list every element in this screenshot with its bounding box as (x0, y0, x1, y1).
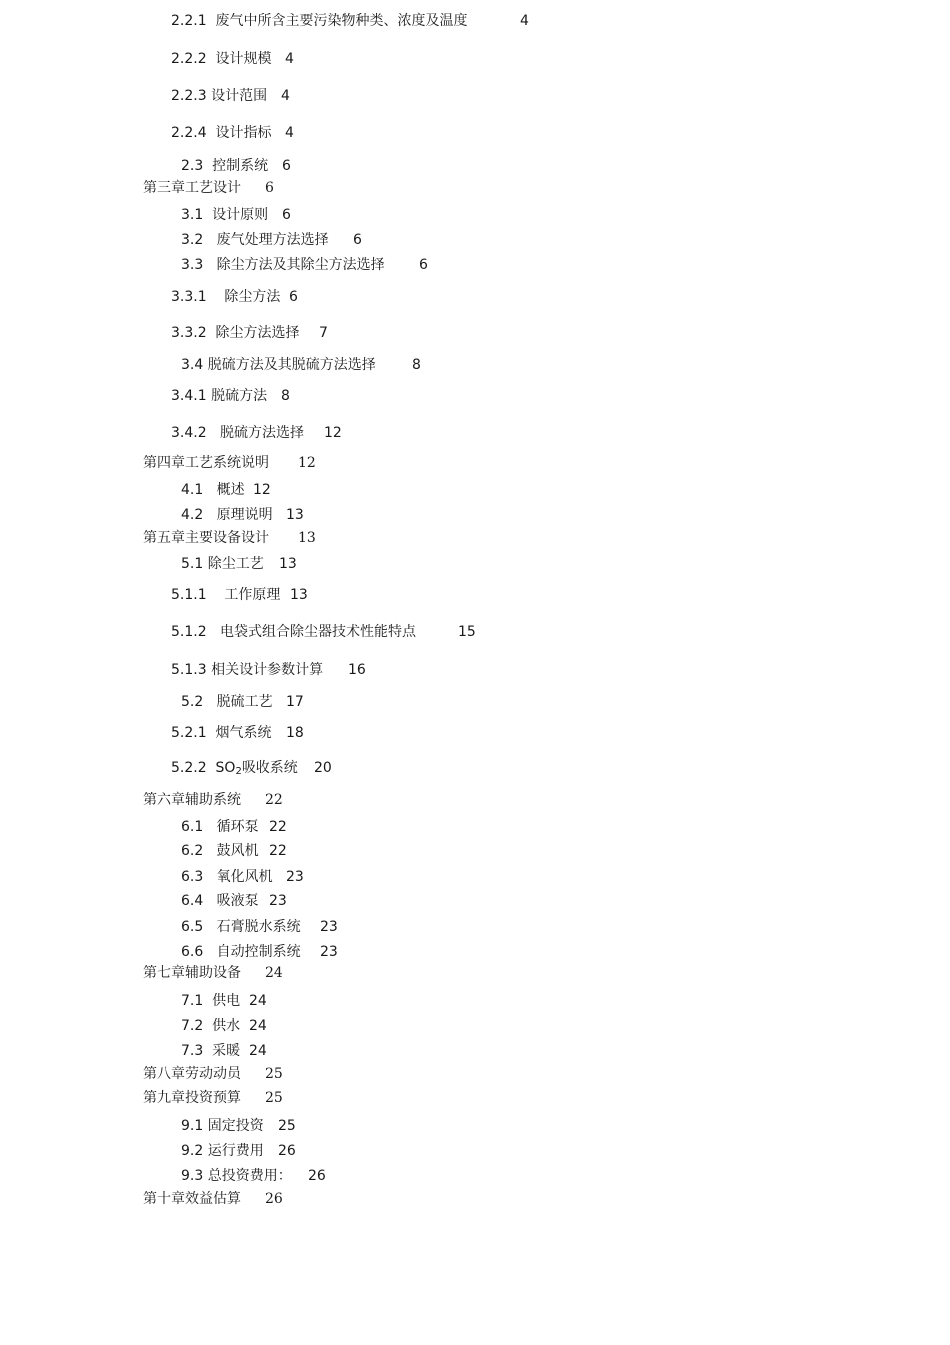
toc-section-entry[interactable] (181, 231, 362, 249)
toc-page-number: 6 (289, 289, 298, 305)
toc-page-number: 23 (320, 919, 338, 935)
toc-entry-title: 9.3 总投资费用： (181, 1168, 292, 1184)
toc-page-number: 4 (285, 51, 294, 67)
toc-section-entry[interactable] (181, 206, 291, 224)
toc-page-number: 24 (249, 1043, 267, 1059)
toc-page-number: 23 (320, 944, 338, 960)
toc-section-entry[interactable] (181, 1142, 296, 1160)
toc-section-entry[interactable] (181, 918, 338, 936)
toc-entry-title: 第十章效益估算 (143, 1191, 241, 1207)
toc-page-number: 6 (419, 257, 428, 273)
toc-section-entry[interactable] (181, 1117, 296, 1135)
toc-entry-title: 5.1.2 电袋式组合除尘器技术性能特点 (171, 624, 416, 640)
toc-section-entry[interactable] (171, 87, 290, 105)
toc-page-number: 18 (286, 725, 304, 741)
toc-entry-title: 7.3 采暖 (181, 1043, 241, 1059)
toc-page-number: 13 (298, 530, 316, 546)
toc-entry-title: 3.3.2 除尘方法选择 (171, 325, 300, 341)
toc-section-entry[interactable] (171, 12, 529, 30)
toc-entry-title: 第七章辅助设备 (143, 965, 241, 981)
toc-section-entry[interactable] (181, 992, 267, 1010)
toc-entry-title: 2.2.3 设计范围 (171, 88, 268, 104)
toc-page-number: 17 (286, 694, 304, 710)
toc-page-number: 8 (412, 357, 421, 373)
toc-chapter-entry[interactable] (143, 1190, 283, 1208)
toc-page-number: 25 (265, 1090, 283, 1106)
subscript: 2 (235, 766, 242, 777)
toc-entry-title: 3.4 脱硫方法及其脱硫方法选择 (181, 357, 376, 373)
toc-page-number: 24 (265, 965, 283, 981)
toc-entry-title: 4.1 概述 (181, 482, 245, 498)
toc-section-entry[interactable] (171, 288, 298, 306)
toc-page-number: 6 (265, 180, 274, 196)
toc-section-entry[interactable] (171, 324, 328, 342)
toc-section-entry[interactable] (181, 157, 291, 175)
toc-section-entry[interactable] (171, 586, 308, 604)
toc-entry-title: 3.3 除尘方法及其除尘方法选择 (181, 257, 385, 273)
toc-section-entry[interactable] (171, 661, 366, 679)
toc-entry-title: 5.1.1 工作原理 (171, 587, 281, 603)
toc-entry-title: 第六章辅助系统 (143, 792, 241, 808)
toc-entry-title: 2.3 控制系统 (181, 158, 269, 174)
toc-page-number: 22 (265, 792, 283, 808)
toc-entry-title: 2.2.2 设计规模 (171, 51, 272, 67)
toc-page-number: 23 (286, 869, 304, 885)
toc-page-number: 25 (278, 1118, 296, 1134)
toc-entry-title: 6.2 鼓风机 (181, 843, 259, 859)
toc-page-number: 8 (281, 388, 290, 404)
toc-entry-title: 2.2.1 废气中所含主要污染物种类、浓度及温度 (171, 13, 468, 29)
toc-page-number: 22 (269, 819, 287, 835)
toc-entry-title: 5.2.1 烟气系统 (171, 725, 272, 741)
toc-page-number: 20 (314, 760, 332, 776)
toc-entry-title: 3.4.1 脱硫方法 (171, 388, 268, 404)
toc-chapter-entry[interactable] (143, 1089, 283, 1107)
toc-entry-title: 6.5 石膏脱水系统 (181, 919, 301, 935)
toc-page-number: 26 (308, 1168, 326, 1184)
toc-entry-title: 3.4.2 脱硫方法选择 (171, 425, 304, 441)
toc-page-number: 4 (520, 13, 529, 29)
toc-section-entry[interactable] (181, 555, 297, 573)
toc-entry-title: 第四章工艺系统说明 (143, 455, 269, 471)
toc-section-entry[interactable] (181, 842, 287, 860)
toc-entry-title: 2.2.4 设计指标 (171, 125, 272, 141)
toc-entry-title: 5.1.3 相关设计参数计算 (171, 662, 324, 678)
toc-page-number: 24 (249, 993, 267, 1009)
toc-section-entry[interactable] (181, 356, 421, 374)
toc-page-number: 6 (282, 158, 291, 174)
toc-page-number: 4 (281, 88, 290, 104)
toc-section-entry[interactable] (181, 1042, 267, 1060)
toc-section-entry[interactable] (171, 424, 342, 442)
toc-section-entry[interactable] (171, 387, 290, 405)
toc-entry-title: 第八章劳动动员 (143, 1066, 241, 1082)
toc-page-number: 26 (278, 1143, 296, 1159)
toc-page-number: 25 (265, 1066, 283, 1082)
toc-page-number: 26 (265, 1191, 283, 1207)
toc-page-number: 13 (290, 587, 308, 603)
toc-entry-title: 3.1 设计原则 (181, 207, 269, 223)
toc-entry-title: 3.3.1 除尘方法 (171, 289, 281, 305)
toc-page-number: 6 (353, 232, 362, 248)
toc-section-entry[interactable] (181, 868, 304, 886)
toc-entry-title: 4.2 原理说明 (181, 507, 273, 523)
toc-section-entry[interactable] (171, 759, 332, 781)
toc-entry-title: 第九章投资预算 (143, 1090, 241, 1106)
toc-chapter-entry[interactable] (143, 1065, 283, 1083)
toc-section-entry[interactable] (181, 1167, 326, 1185)
toc-page-number: 23 (269, 893, 287, 909)
toc-entry-title: 6.3 氧化风机 (181, 869, 273, 885)
toc-entry-title: 5.2 脱硫工艺 (181, 694, 273, 710)
toc-section-entry[interactable] (181, 256, 428, 274)
toc-entry-title: 9.2 运行费用 (181, 1143, 264, 1159)
toc-page-number: 22 (269, 843, 287, 859)
toc-entry-title: 第三章工艺设计 (143, 180, 241, 196)
toc-entry-title: 第五章主要设备设计 (143, 530, 269, 546)
toc-chapter-entry[interactable] (143, 529, 316, 547)
toc-section-entry[interactable] (181, 892, 287, 910)
toc-entry-title: 7.1 供电 (181, 993, 241, 1009)
toc-entry-title: 5.2.2 $SO_2$吸收系统 (171, 760, 298, 777)
toc-page-number: 15 (458, 624, 476, 640)
toc-page-number: 13 (286, 507, 304, 523)
toc-section-entry[interactable] (171, 124, 294, 142)
toc-chapter-entry[interactable] (143, 791, 283, 809)
toc-entry-title: 6.4 吸液泵 (181, 893, 259, 909)
toc-section-entry[interactable] (181, 506, 304, 524)
toc-section-entry[interactable] (181, 1017, 267, 1035)
toc-entry-title: 3.2 废气处理方法选择 (181, 232, 329, 248)
toc-section-entry[interactable] (181, 481, 271, 499)
toc-page-number: 16 (348, 662, 366, 678)
toc-chapter-entry[interactable] (143, 179, 274, 197)
toc-page-number: 6 (282, 207, 291, 223)
toc-section-entry[interactable] (171, 623, 476, 641)
toc-page-number: 7 (319, 325, 328, 341)
toc-section-entry[interactable] (171, 50, 294, 68)
toc-entry-title: 7.2 供水 (181, 1018, 241, 1034)
toc-page-number: 24 (249, 1018, 267, 1034)
toc-page-number: 12 (298, 455, 316, 471)
toc-page-number: 4 (285, 125, 294, 141)
toc-entry-title: 6.6 自动控制系统 (181, 944, 301, 960)
toc-section-entry[interactable] (171, 724, 304, 742)
toc-page-number: 13 (279, 556, 297, 572)
toc-page-number: 12 (324, 425, 342, 441)
toc-section-entry[interactable] (181, 693, 304, 711)
toc-section-entry[interactable] (181, 943, 338, 961)
toc-section-entry[interactable] (181, 818, 287, 836)
toc-page-number: 12 (253, 482, 271, 498)
toc-chapter-entry[interactable] (143, 964, 283, 982)
toc-chapter-entry[interactable] (143, 454, 316, 472)
toc-entry-title: 5.1 除尘工艺 (181, 556, 264, 572)
toc-entry-title: 6.1 循环泵 (181, 819, 259, 835)
toc-entry-title: 9.1 固定投资 (181, 1118, 264, 1134)
